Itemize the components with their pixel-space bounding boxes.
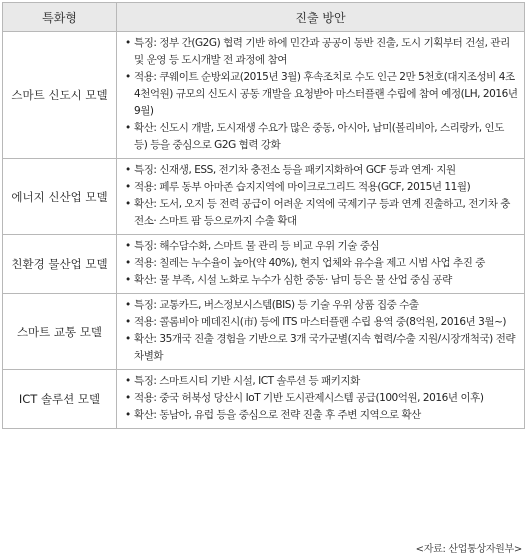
plan-item xyxy=(125,373,518,390)
entry-plan-cell xyxy=(117,159,525,235)
bullet-icon: • xyxy=(125,257,131,269)
bullet-icon: • xyxy=(125,392,131,404)
plan-item-text: 적용: 쿠웨이트 순방외교(2015년 3월) 후속조치로 수도 인근 2만 5천호(대지조성비 4조 4천억원) 규모의 신도시 공동 개발을 요청받아 마스터플랜 수립에 참여 예정(LH, 2016년 9월) xyxy=(134,71,518,117)
model-name: 에너지 신산업 모델 xyxy=(3,159,117,235)
model-name: 스마트 신도시 모델 xyxy=(3,32,117,159)
table-body xyxy=(3,32,525,429)
plan-item xyxy=(125,179,518,196)
plan-item-text: 적용: 페루 동부 아마존 습지지역에 마이크로그리드 적용(GCF, 2015년 11월) xyxy=(134,181,471,193)
plan-item xyxy=(125,69,518,120)
table-row xyxy=(3,159,525,235)
plan-item-text: 특징: 스마트시티 기반 시설, ICT 솔루션 등 패키지화 xyxy=(134,375,360,387)
entry-plan-cell xyxy=(117,32,525,159)
plan-item-text: 적용: 칠레는 누수율이 높아(약 40%), 현지 업체와 유수율 제고 시범 사업 추진 중 xyxy=(134,257,486,269)
plan-item xyxy=(125,272,518,289)
plan-item xyxy=(125,162,518,179)
plan-item xyxy=(125,120,518,154)
plan-item xyxy=(125,331,518,365)
plan-item xyxy=(125,407,518,424)
entry-plan-cell xyxy=(117,294,525,370)
plan-item-text: 확산: 물 부족, 시설 노화로 누수가 심한 중동· 남미 등은 물 산업 중심 공략 xyxy=(134,274,452,286)
bullet-icon: • xyxy=(125,274,131,286)
plan-item xyxy=(125,196,518,230)
plan-item xyxy=(125,314,518,331)
source-note: <자료: 산업통상자원부> xyxy=(415,544,522,555)
plan-item xyxy=(125,35,518,69)
plan-item-text: 적용: 중국 허북성 당산시 IoT 기반 도시관제시스템 공급(100억원, 2016년 이후) xyxy=(134,392,484,404)
header-specialization: 특화형 xyxy=(3,3,117,32)
table-row xyxy=(3,370,525,429)
plan-item-text: 확산: 도서, 오지 등 전력 공급이 어려운 지역에 국제기구 등과 연계 진출하고, 전기차 충전소· 스마트 팜 등으로까지 수출 확대 xyxy=(134,198,510,227)
plan-item-text: 적용: 콜롬비아 메데진시(市) 등에 ITS 마스터플랜 수립 용역 중(8억원, 2016년 3월~) xyxy=(134,316,507,328)
bullet-icon: • xyxy=(125,198,131,210)
table-row xyxy=(3,294,525,370)
plan-item-text: 특징: 신재생, ESS, 전기차 충전소 등을 패키지화하여 GCF 등과 연계· 지원 xyxy=(134,164,456,176)
plan-item-text: 확산: 동남아, 유럽 등을 중심으로 전략 진출 후 주변 지역으로 확산 xyxy=(134,409,421,421)
bullet-icon: • xyxy=(125,333,131,345)
plan-item-text: 특징: 정부 간(G2G) 협력 기반 하에 민간과 공공이 동반 진출, 도시 기획부터 건설, 관리 및 운영 등 도시개발 전 과정에 참여 xyxy=(134,37,510,66)
header-entry-strategy: 진출 방안 xyxy=(117,3,525,32)
plan-item-text: 확산: 신도시 개발, 도시재생 수요가 많은 중동, 아시아, 남미(볼리비아, 스리랑카, 인도 등) 등을 중심으로 G2G 협력 강화 xyxy=(134,122,504,151)
plan-item-text: 확산: 35개국 진출 경험을 기반으로 3개 국가군별(지속 협력/수출 지원/시장개척국) 전략 차별화 xyxy=(134,333,516,362)
model-name: ICT 솔루션 모델 xyxy=(3,370,117,429)
plan-item xyxy=(125,255,518,272)
bullet-icon: • xyxy=(125,71,131,83)
bullet-icon: • xyxy=(125,316,131,328)
table-row xyxy=(3,235,525,294)
bullet-icon: • xyxy=(125,375,131,387)
bullet-icon: • xyxy=(125,181,131,193)
bullet-icon: • xyxy=(125,240,131,252)
plan-item xyxy=(125,238,518,255)
model-name: 친환경 물산업 모델 xyxy=(3,235,117,294)
bullet-icon: • xyxy=(125,409,131,421)
plan-item-text: 특징: 해수담수화, 스마트 물 관리 등 비교 우위 기술 중심 xyxy=(134,240,380,252)
plan-item xyxy=(125,297,518,314)
bullet-icon: • xyxy=(125,164,131,176)
bullet-icon: • xyxy=(125,122,131,134)
bullet-icon: • xyxy=(125,37,131,49)
table-header-row xyxy=(3,3,525,32)
plan-item xyxy=(125,390,518,407)
model-name: 스마트 교통 모델 xyxy=(3,294,117,370)
bullet-icon: • xyxy=(125,299,131,311)
entry-plan-cell xyxy=(117,370,525,429)
export-strategy-table xyxy=(2,2,525,429)
plan-item-text: 특징: 교통카드, 버스정보시스템(BIS) 등 기술 우위 상품 집중 수출 xyxy=(134,299,419,311)
table-row xyxy=(3,32,525,159)
entry-plan-cell xyxy=(117,235,525,294)
